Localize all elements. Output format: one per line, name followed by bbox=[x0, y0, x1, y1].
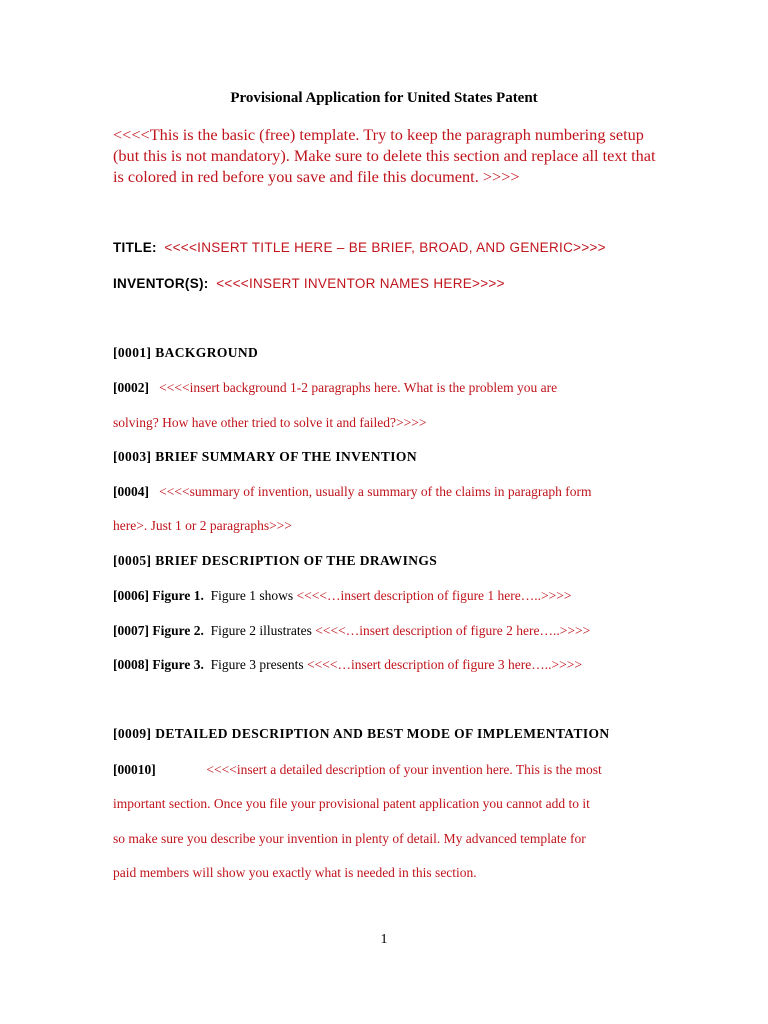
paragraph-number: [0005] bbox=[113, 553, 152, 568]
paragraph-0005 bbox=[113, 553, 437, 569]
title-field bbox=[113, 240, 606, 257]
paragraph-number: [00010] bbox=[113, 762, 156, 777]
paragraph-00010-line-2: important section. Once you file your provisional patent application you cannot add to it bbox=[113, 796, 590, 811]
paragraph-00010-line-4: paid members will show you exactly what is needed in this section. bbox=[113, 865, 477, 880]
page-number: 1 bbox=[380, 932, 388, 947]
paragraph-number: [0009] bbox=[113, 726, 152, 741]
paragraph-number: [0001] bbox=[113, 345, 152, 360]
figure-label: Figure 1. bbox=[152, 588, 204, 603]
figure-placeholder: <<<<…insert description of figure 3 here…..>>>> bbox=[306, 657, 582, 672]
figure-text: Figure 1 shows bbox=[210, 588, 294, 603]
section-heading-drawings: BRIEF DESCRIPTION OF THE DRAWINGS bbox=[155, 553, 438, 568]
paragraph-0009 bbox=[113, 726, 610, 742]
paragraph-0006 bbox=[113, 588, 572, 604]
paragraph-00010-line-3: so make sure you describe your invention in plenty of detail. My advanced template for bbox=[113, 831, 586, 846]
figure-label: Figure 2. bbox=[152, 623, 204, 638]
title-value: <<<<INSERT TITLE HERE – BE BRIEF, BROAD, AND GENERIC>>>> bbox=[164, 240, 606, 255]
figure-label: Figure 3. bbox=[152, 657, 204, 672]
section-heading-background: BACKGROUND bbox=[155, 345, 259, 360]
figure-placeholder: <<<<…insert description of figure 1 here…..>>>> bbox=[296, 588, 572, 603]
paragraph-0002-continued: solving? How have other tried to solve it and failed?>>>> bbox=[113, 415, 427, 430]
inventors-label: INVENTOR(S): bbox=[113, 276, 209, 291]
document-title: Provisional Application for United States Patent bbox=[230, 90, 538, 106]
figure-text: Figure 2 illustrates bbox=[210, 623, 312, 638]
paragraph-number: [0007] bbox=[113, 623, 149, 638]
paragraph-text: <<<<insert a detailed description of your invention here. This is the most bbox=[206, 762, 602, 777]
paragraph-number: [0008] bbox=[113, 657, 149, 672]
figure-text: Figure 3 presents bbox=[210, 657, 304, 672]
paragraph-0004 bbox=[113, 484, 591, 500]
paragraph-number: [0006] bbox=[113, 588, 149, 603]
inventors-value: <<<<INSERT INVENTOR NAMES HERE>>>> bbox=[216, 276, 505, 291]
section-heading-summary: BRIEF SUMMARY OF THE INVENTION bbox=[155, 449, 417, 464]
paragraph-0008 bbox=[113, 657, 582, 673]
paragraph-0004-continued: here>. Just 1 or 2 paragraphs>>> bbox=[113, 518, 292, 533]
paragraph-number: [0002] bbox=[113, 380, 149, 395]
paragraph-number: [0004] bbox=[113, 484, 149, 499]
title-label: TITLE: bbox=[113, 240, 157, 255]
paragraph-text: <<<<summary of invention, usually a summary of the claims in paragraph form bbox=[159, 484, 592, 499]
figure-placeholder: <<<<…insert description of figure 2 here…..>>>> bbox=[315, 623, 591, 638]
paragraph-0001 bbox=[113, 345, 258, 361]
paragraph-0002 bbox=[113, 380, 557, 396]
paragraph-0003 bbox=[113, 449, 417, 465]
paragraph-text: <<<<insert background 1-2 paragraphs here. What is the problem you are bbox=[159, 380, 558, 395]
paragraph-number: [0003] bbox=[113, 449, 152, 464]
intro-note: <<<<This is the basic (free) template. Try to keep the paragraph numbering setup (but this is not mandatory). Make sure to delete this section and replace all text that is colored in red before you save and file this document. >>>> bbox=[113, 125, 656, 186]
inventors-field bbox=[113, 276, 505, 293]
paragraph-0007 bbox=[113, 623, 590, 639]
section-heading-detailed-description: DETAILED DESCRIPTION AND BEST MODE OF IMPLEMENTATION bbox=[155, 726, 610, 741]
paragraph-00010 bbox=[113, 762, 602, 778]
